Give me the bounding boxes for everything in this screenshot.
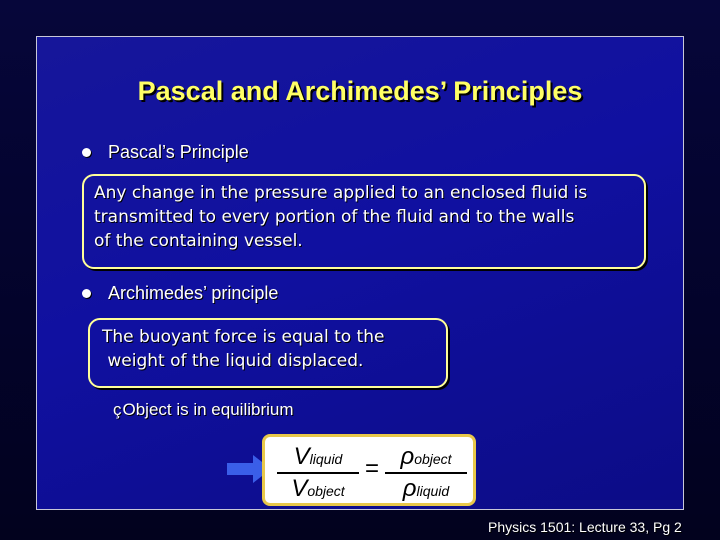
bullet-dot-icon <box>82 148 91 157</box>
archimedes-line-1: The buoyant force is equal to the <box>102 327 385 347</box>
density-object: ρobject <box>400 443 452 470</box>
archimedes-principle-box <box>88 318 448 388</box>
volume-ratio <box>273 443 363 503</box>
bullet-dot-icon <box>82 289 91 298</box>
volume-object: Vobject <box>291 475 345 502</box>
bullet-archimedes <box>82 283 278 304</box>
wingding-left-arrow-icon: ç <box>113 400 122 419</box>
fraction-bar <box>385 472 467 474</box>
pascal-line-2: transmitted to every portion of the fluid and to the walls <box>94 207 575 227</box>
bullet-archimedes-label: Archimedes’ principle <box>108 283 279 303</box>
bullet-pascal-label: Pascal’s Principle <box>108 142 249 162</box>
density-ratio <box>381 443 471 503</box>
buoyancy-formula <box>262 434 476 506</box>
pascal-line-3: of the containing vessel. <box>94 231 303 251</box>
fraction-bar <box>277 472 359 474</box>
density-liquid: ρliquid <box>402 475 450 502</box>
slide-footer: Physics 1501: Lecture 33, Pg 2 <box>488 519 682 535</box>
pascal-principle-box <box>82 174 646 269</box>
equilibrium-text: Object is in equilibrium <box>122 400 294 419</box>
bullet-pascal <box>82 142 249 163</box>
equilibrium-note <box>113 400 294 420</box>
slide-title: Pascal and Archimedes’ Principles <box>137 76 583 106</box>
equals-sign: = <box>364 455 379 482</box>
volume-liquid: Vliquid <box>293 443 343 470</box>
pascal-line-1: Any change in the pressure applied to an enclosed fluid is <box>94 183 588 203</box>
archimedes-line-2: weight of the liquid displaced. <box>102 351 364 371</box>
